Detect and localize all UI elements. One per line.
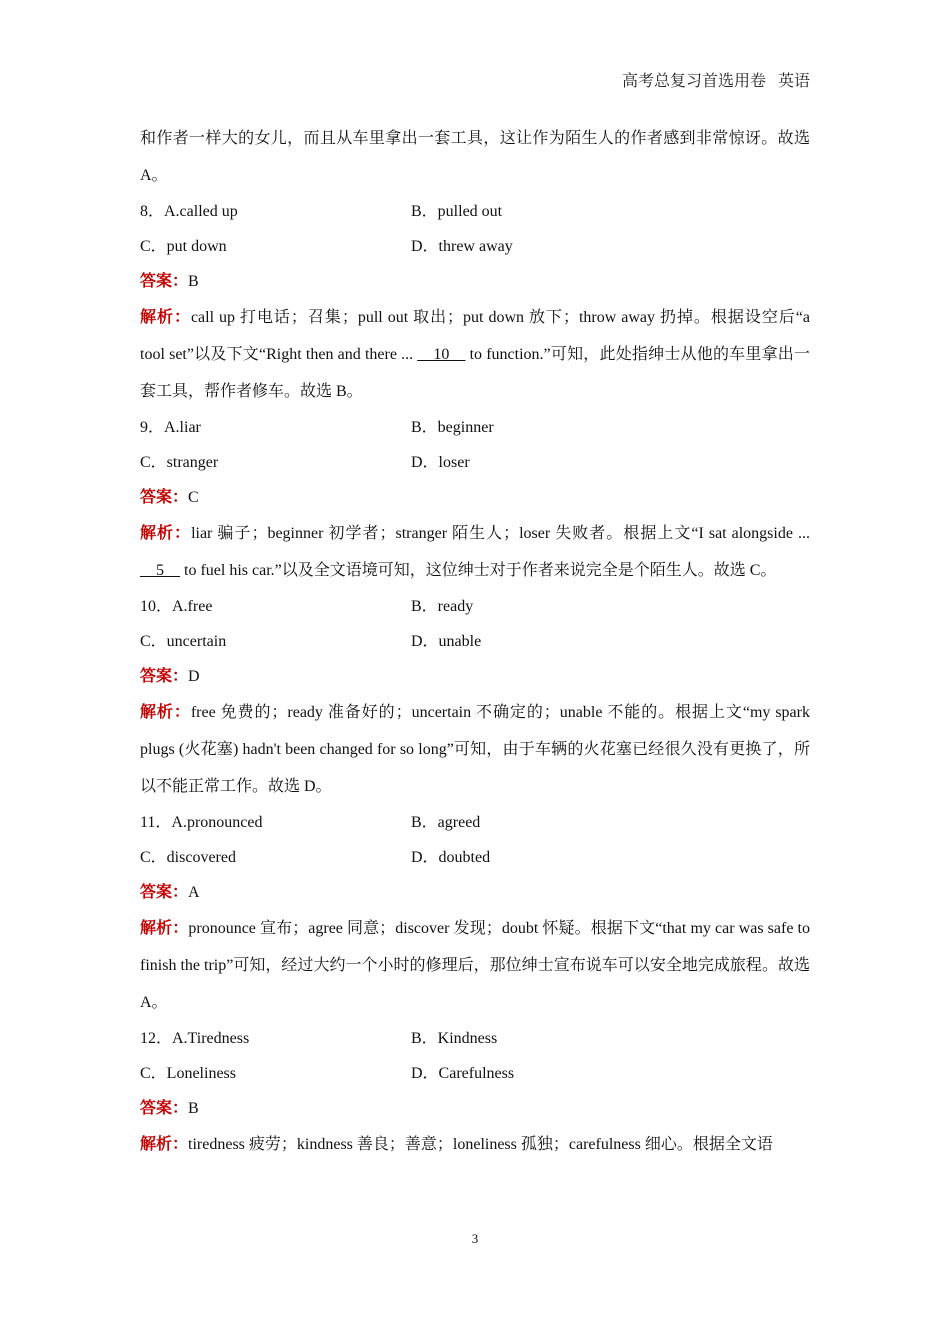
option-c: C．discovered bbox=[140, 849, 236, 866]
analysis-label: 解析： bbox=[140, 309, 191, 326]
question-block bbox=[140, 1021, 810, 1163]
answer-value: B bbox=[188, 1100, 199, 1117]
option-d: D．Carefulness bbox=[411, 1065, 515, 1082]
answer-label: 答案： bbox=[140, 668, 189, 685]
options-row bbox=[140, 1021, 810, 1056]
intro-paragraph: 和作者一样大的女儿，而且从车里拿出一套工具，这让作为陌生人的作者感到非常惊讶。故选 A。 bbox=[140, 130, 810, 184]
answer-line bbox=[140, 264, 810, 299]
options-row bbox=[140, 1056, 810, 1091]
options-row bbox=[140, 589, 810, 624]
header-title: 高考总复习首选用卷 bbox=[621, 73, 766, 90]
options-row bbox=[140, 624, 810, 659]
answer-value: D bbox=[188, 668, 200, 685]
option-a: 9．A.liar bbox=[140, 419, 201, 436]
option-c: C．put down bbox=[140, 238, 227, 255]
question-block bbox=[140, 805, 810, 1021]
blank-number: __5__ bbox=[140, 562, 180, 579]
option-b: B．ready bbox=[411, 598, 474, 615]
option-a: 10．A.free bbox=[140, 598, 213, 615]
answer-label: 答案： bbox=[140, 273, 189, 290]
option-b: B．Kindness bbox=[411, 1030, 498, 1047]
analysis-label: 解析： bbox=[140, 1136, 189, 1153]
answer-line bbox=[140, 1091, 810, 1126]
option-c: C．stranger bbox=[140, 454, 219, 471]
option-a: 12．A.Tiredness bbox=[140, 1030, 250, 1047]
options-row bbox=[140, 840, 810, 875]
analysis-paragraph bbox=[140, 299, 810, 410]
analysis-text: liar 骗子；beginner 初学者；stranger 陌生人；loser 失败者。根据上文“I sat alongside ... bbox=[191, 525, 810, 542]
answer-label: 答案： bbox=[140, 884, 189, 901]
analysis-paragraph bbox=[140, 910, 810, 1021]
option-c: C．Loneliness bbox=[140, 1065, 236, 1082]
option-d: D．threw away bbox=[411, 238, 513, 255]
options-row bbox=[140, 805, 810, 840]
page-header bbox=[622, 68, 810, 91]
analysis-paragraph bbox=[140, 694, 810, 805]
options-row bbox=[140, 445, 810, 480]
analysis-label: 解析： bbox=[140, 525, 192, 542]
answer-line bbox=[140, 659, 810, 694]
analysis-text: pronounce 宣布；agree 同意；discover 发现；doubt 怀疑。根据下文“that my car was safe to finish the trip”可知，经过大约一个小时的修理后，那位绅士宣布说车可以安全地完成旅程。故选 A。 bbox=[140, 920, 810, 1011]
analysis-paragraph bbox=[140, 1126, 810, 1163]
blank-number: __10__ bbox=[417, 346, 466, 363]
answer-value: C bbox=[188, 489, 199, 506]
answer-line bbox=[140, 875, 810, 910]
answer-label: 答案： bbox=[140, 1100, 189, 1117]
answer-value: B bbox=[188, 273, 199, 290]
option-b: B．beginner bbox=[411, 419, 494, 436]
analysis-label: 解析： bbox=[140, 920, 189, 937]
analysis-text: call up 打电话；召集；pull out 取出；put down 放下；throw away 扔掉。根据设空后“a tool set”以及下文“Right then and there ... bbox=[140, 309, 810, 363]
option-d: D．loser bbox=[411, 454, 470, 471]
option-b: B．agreed bbox=[411, 814, 481, 831]
option-b: B．pulled out bbox=[411, 203, 503, 220]
analysis-text: free 免费的；ready 准备好的；uncertain 不确定的；unable 不能的。根据上文“my spark plugs (火花塞) hadn't been changed for so long”可知，由于车辆的火花塞已经很久没有更换了，所以不能正常工作。故选 D。 bbox=[140, 704, 810, 795]
option-d: D．doubted bbox=[411, 849, 491, 866]
page-number: 3 bbox=[471, 1231, 479, 1246]
option-a: 11．A.pronounced bbox=[140, 814, 263, 831]
header-subject: 英语 bbox=[777, 73, 810, 90]
answer-label: 答案： bbox=[140, 489, 189, 506]
question-block bbox=[140, 410, 810, 589]
option-d: D．unable bbox=[411, 633, 482, 650]
question-block bbox=[140, 194, 810, 410]
answer-value: A bbox=[188, 884, 200, 901]
analysis-paragraph bbox=[140, 515, 810, 589]
answer-line bbox=[140, 480, 810, 515]
question-block bbox=[140, 589, 810, 805]
option-c: C．uncertain bbox=[140, 633, 227, 650]
analysis-text-cont: to fuel his car.”以及全文语境可知，这位绅士对于作者来说完全是个陌生人。故选 C。 bbox=[180, 562, 777, 579]
analysis-text-cont: to function.”可知，此处指绅士从他的车里拿出一套工具，帮作者修车。故选 B。 bbox=[140, 346, 810, 400]
analysis-text: tiredness 疲劳；kindness 善良；善意；loneliness 孤独；carefulness 细心。根据全文语 bbox=[188, 1136, 773, 1153]
options-row bbox=[140, 410, 810, 445]
document-body bbox=[140, 120, 810, 1163]
options-row bbox=[140, 229, 810, 264]
options-row bbox=[140, 194, 810, 229]
option-a: 8．A.called up bbox=[140, 203, 238, 220]
analysis-label: 解析： bbox=[140, 704, 191, 721]
